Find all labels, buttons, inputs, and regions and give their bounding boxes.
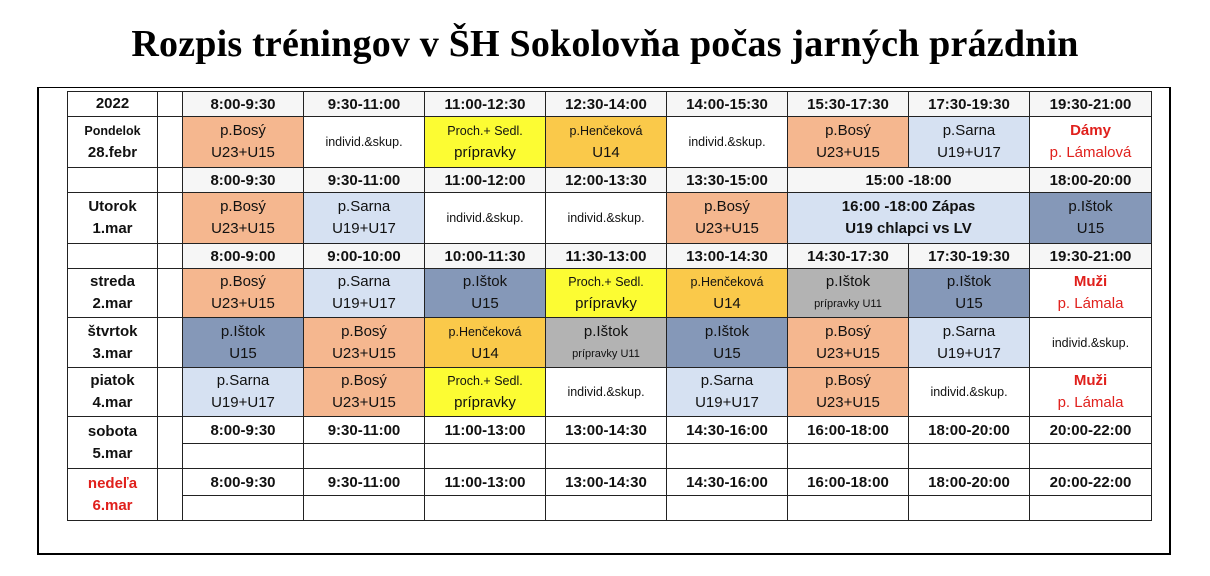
time-slot: 16:00-18:00 <box>788 469 909 496</box>
session-cell <box>667 193 788 244</box>
session-cell <box>788 117 909 168</box>
day-date: 1.mar <box>92 220 133 237</box>
time-slot: 19:30-21:00 <box>1030 244 1152 269</box>
day-cell <box>68 417 158 469</box>
schedule-table <box>67 91 1152 521</box>
table-row <box>68 168 1152 193</box>
time-slot: 11:00-13:00 <box>425 469 546 496</box>
empty-cell <box>667 444 788 469</box>
time-slot: 14:30-16:00 <box>667 469 788 496</box>
session-coach: p.Sarna <box>942 322 996 340</box>
session-coach: p.Bosý <box>220 273 266 290</box>
day-cell <box>68 368 158 417</box>
time-slot: 8:00-9:30 <box>183 92 304 117</box>
day-name: štvrtok <box>87 322 138 340</box>
session-group: U23+U15 <box>211 295 275 312</box>
empty-cell <box>304 496 425 521</box>
session-group: prípravky U11 <box>572 347 640 360</box>
session-group: p. Lámalová <box>1049 144 1132 161</box>
session-coach: p.Sarna <box>337 198 391 215</box>
day-cell <box>68 269 158 318</box>
session-group: U19+U17 <box>937 344 1001 362</box>
time-slot: 8:00-9:30 <box>183 168 304 193</box>
time-slot: 12:30-14:00 <box>546 92 667 117</box>
session-cell <box>183 269 304 318</box>
time-slot: 15:30-17:30 <box>788 92 909 117</box>
time-slot: 8:00-9:30 <box>183 417 304 444</box>
time-slot: 15:00 -18:00 <box>788 168 1030 193</box>
session-group: U23+U15 <box>816 344 880 362</box>
session-coach: p.Ištok <box>462 273 508 290</box>
session-coach: p.Bosý <box>825 322 871 340</box>
session-cell <box>667 318 788 368</box>
session-cell: individ.&skup. <box>304 117 425 168</box>
spacer-cell <box>158 168 183 193</box>
session-group: prípravky <box>454 394 516 411</box>
session-group: U14 <box>592 144 620 161</box>
session-cell <box>183 318 304 368</box>
match-time: 16:00 -18:00 Zápas <box>841 198 976 215</box>
session-group: U23+U15 <box>332 394 396 411</box>
spacer-cell <box>158 368 183 417</box>
day-cell <box>68 117 158 168</box>
session-coach: p.Ištok <box>1068 198 1113 215</box>
session-group: U23+U15 <box>816 144 880 161</box>
session-coach: Proch.+ Sedl. <box>447 374 523 388</box>
session-cell <box>425 269 546 318</box>
session-cell <box>1030 269 1152 318</box>
session-coach: p.Henčeková <box>448 324 522 339</box>
table-row <box>68 417 1152 444</box>
page-title: Rozpis tréningov v ŠH Sokolovňa počas jarných prázdnin <box>131 23 1079 65</box>
table-row <box>68 444 1152 469</box>
table-row <box>68 368 1152 417</box>
session-group: U15 <box>1076 220 1105 237</box>
empty-cell <box>1030 496 1152 521</box>
session-cell <box>1030 368 1152 417</box>
day-name: Utorok <box>88 198 137 215</box>
match-title: U19 chlapci vs LV <box>845 220 972 237</box>
session-coach: Muži <box>1073 273 1108 290</box>
time-slot: 11:00-13:00 <box>425 417 546 444</box>
session-cell <box>667 269 788 318</box>
day-name: Pondelok <box>84 124 141 138</box>
time-slot: 8:00-9:00 <box>183 244 304 269</box>
session-group: U19+U17 <box>937 144 1001 161</box>
table-row <box>68 269 1152 318</box>
session-coach: p.Bosý <box>704 198 750 215</box>
session-coach: p.Henčeková <box>690 275 764 289</box>
time-slot: 11:00-12:00 <box>425 168 546 193</box>
session-coach: p.Bosý <box>825 122 871 139</box>
time-slot: 9:30-11:00 <box>304 168 425 193</box>
session-coach: p.Sarna <box>216 372 270 389</box>
session-cell <box>788 318 909 368</box>
time-slot: 17:30-19:30 <box>909 92 1030 117</box>
session-group: U14 <box>713 295 741 312</box>
empty-cell <box>667 496 788 521</box>
table-row <box>68 117 1152 168</box>
session-group: p. Lámala <box>1057 295 1124 312</box>
time-slot: 20:00-22:00 <box>1030 469 1152 496</box>
session-cell <box>425 368 546 417</box>
session-group: U15 <box>229 344 257 362</box>
session-coach: Proch.+ Sedl. <box>447 124 523 138</box>
session-cell <box>304 193 425 244</box>
session-cell <box>304 368 425 417</box>
session-cell <box>788 269 909 318</box>
session-cell: individ.&skup. <box>667 117 788 168</box>
time-slot: 13:00-14:30 <box>667 244 788 269</box>
session-cell <box>909 318 1030 368</box>
time-slot: 13:30-15:00 <box>667 168 788 193</box>
day-date: 28.febr <box>87 144 138 161</box>
spacer-cell <box>158 417 183 469</box>
time-slot: 11:30-13:00 <box>546 244 667 269</box>
empty-cell <box>425 444 546 469</box>
day-date: 3.mar <box>92 344 133 362</box>
session-coach: p.Ištok <box>825 273 871 290</box>
day-date: 6.mar <box>92 496 133 514</box>
session-group: U23+U15 <box>695 220 759 237</box>
session-cell: individ.&skup. <box>546 368 667 417</box>
day-cell <box>68 469 158 521</box>
spacer-cell <box>158 469 183 521</box>
session-cell <box>909 117 1030 168</box>
session-coach: p.Bosý <box>220 122 266 139</box>
session-group: U15 <box>713 344 741 362</box>
time-slot: 10:00-11:30 <box>425 244 546 269</box>
session-group: U23+U15 <box>816 394 880 411</box>
empty-cell <box>546 496 667 521</box>
table-row <box>68 469 1152 496</box>
empty-cell <box>1030 444 1152 469</box>
session-cell: individ.&skup. <box>1030 318 1152 368</box>
time-slot: 18:00-20:00 <box>909 469 1030 496</box>
session-cell: individ.&skup. <box>425 193 546 244</box>
session-group: U19+U17 <box>695 394 759 411</box>
table-row <box>68 244 1152 269</box>
session-group: U15 <box>955 295 983 312</box>
session-group: U19+U17 <box>332 295 396 312</box>
empty-cell <box>304 444 425 469</box>
day-name: nedeľa <box>87 474 138 492</box>
session-cell <box>667 368 788 417</box>
spacer-cell <box>158 117 183 168</box>
day-date: 2.mar <box>92 295 133 312</box>
session-cell <box>304 318 425 368</box>
spacer-cell <box>158 318 183 368</box>
session-group: U23+U15 <box>332 344 396 362</box>
spacer-cell <box>158 244 183 269</box>
session-group: U23+U15 <box>211 220 275 237</box>
empty-cell <box>788 444 909 469</box>
day-cell <box>68 193 158 244</box>
session-coach: p.Bosý <box>825 372 871 389</box>
time-slot: 19:30-21:00 <box>1030 92 1152 117</box>
session-cell <box>183 117 304 168</box>
session-group: U19+U17 <box>211 394 275 411</box>
time-slot: 9:30-11:00 <box>304 469 425 496</box>
empty-cell <box>183 496 304 521</box>
day-date: 4.mar <box>92 394 133 411</box>
time-slot: 18:00-20:00 <box>1030 168 1152 193</box>
table-row <box>68 92 1152 117</box>
year-cell: 2022 <box>68 92 158 117</box>
session-coach: Proch.+ Sedl. <box>568 275 644 289</box>
time-slot: 13:00-14:30 <box>546 417 667 444</box>
session-cell <box>909 269 1030 318</box>
session-cell: individ.&skup. <box>909 368 1030 417</box>
day-name: sobota <box>87 422 138 440</box>
time-slot: 11:00-12:30 <box>425 92 546 117</box>
empty-cell <box>183 444 304 469</box>
match-cell <box>788 193 1030 244</box>
day-name: streda <box>89 273 136 290</box>
session-coach: Dámy <box>1070 122 1111 139</box>
session-group: prípravky U11 <box>814 298 882 310</box>
time-slot: 18:00-20:00 <box>909 417 1030 444</box>
session-cell <box>546 318 667 368</box>
spacer-cell <box>158 193 183 244</box>
time-slot: 17:30-19:30 <box>909 244 1030 269</box>
spacer-cell <box>158 269 183 318</box>
session-coach: Muži <box>1073 372 1108 389</box>
time-slot: 9:00-10:00 <box>304 244 425 269</box>
time-slot: 14:00-15:30 <box>667 92 788 117</box>
session-group: U15 <box>471 295 499 312</box>
spacer-cell <box>158 92 183 117</box>
table-row <box>68 496 1152 521</box>
session-cell <box>788 368 909 417</box>
empty-cell <box>788 496 909 521</box>
session-cell <box>1030 117 1152 168</box>
session-coach: p.Sarna <box>700 372 754 389</box>
session-coach: p.Henčeková <box>569 124 643 138</box>
session-coach: p.Sarna <box>337 273 391 290</box>
time-slot: 20:00-22:00 <box>1030 417 1152 444</box>
session-coach: p.Bosý <box>220 198 266 215</box>
session-cell <box>546 117 667 168</box>
time-slot: 13:00-14:30 <box>546 469 667 496</box>
session-coach: p.Ištok <box>220 322 266 340</box>
session-cell <box>425 117 546 168</box>
session-group: prípravky <box>454 144 516 161</box>
time-slot: 14:30-17:30 <box>788 244 909 269</box>
session-coach: p.Ištok <box>946 273 992 290</box>
session-group: prípravky <box>575 295 637 312</box>
session-cell <box>183 193 304 244</box>
time-slot: 14:30-16:00 <box>667 417 788 444</box>
session-cell <box>425 318 546 368</box>
empty-cell <box>68 244 158 269</box>
day-cell <box>68 318 158 368</box>
session-group: U14 <box>471 344 499 362</box>
time-slot: 9:30-11:00 <box>304 417 425 444</box>
session-cell <box>1030 193 1152 244</box>
empty-cell <box>909 496 1030 521</box>
empty-cell <box>425 496 546 521</box>
session-coach: p.Bosý <box>341 372 387 389</box>
time-slot: 16:00-18:00 <box>788 417 909 444</box>
empty-cell <box>909 444 1030 469</box>
time-slot: 9:30-11:00 <box>304 92 425 117</box>
empty-cell <box>68 168 158 193</box>
session-coach: p.Ištok <box>583 322 629 340</box>
empty-cell <box>546 444 667 469</box>
table-row <box>68 318 1152 368</box>
session-coach: p.Sarna <box>942 122 996 139</box>
table-row <box>68 193 1152 244</box>
session-group: U19+U17 <box>332 220 396 237</box>
session-coach: p.Ištok <box>704 322 750 340</box>
session-cell <box>183 368 304 417</box>
day-date: 5.mar <box>92 444 133 462</box>
session-cell <box>304 269 425 318</box>
session-group: p. Lámala <box>1057 394 1124 411</box>
session-cell <box>546 269 667 318</box>
time-slot: 12:00-13:30 <box>546 168 667 193</box>
session-coach: p.Bosý <box>341 322 387 340</box>
day-name: piatok <box>90 372 135 389</box>
session-group: U23+U15 <box>211 144 275 161</box>
session-cell: individ.&skup. <box>546 193 667 244</box>
time-slot: 8:00-9:30 <box>183 469 304 496</box>
